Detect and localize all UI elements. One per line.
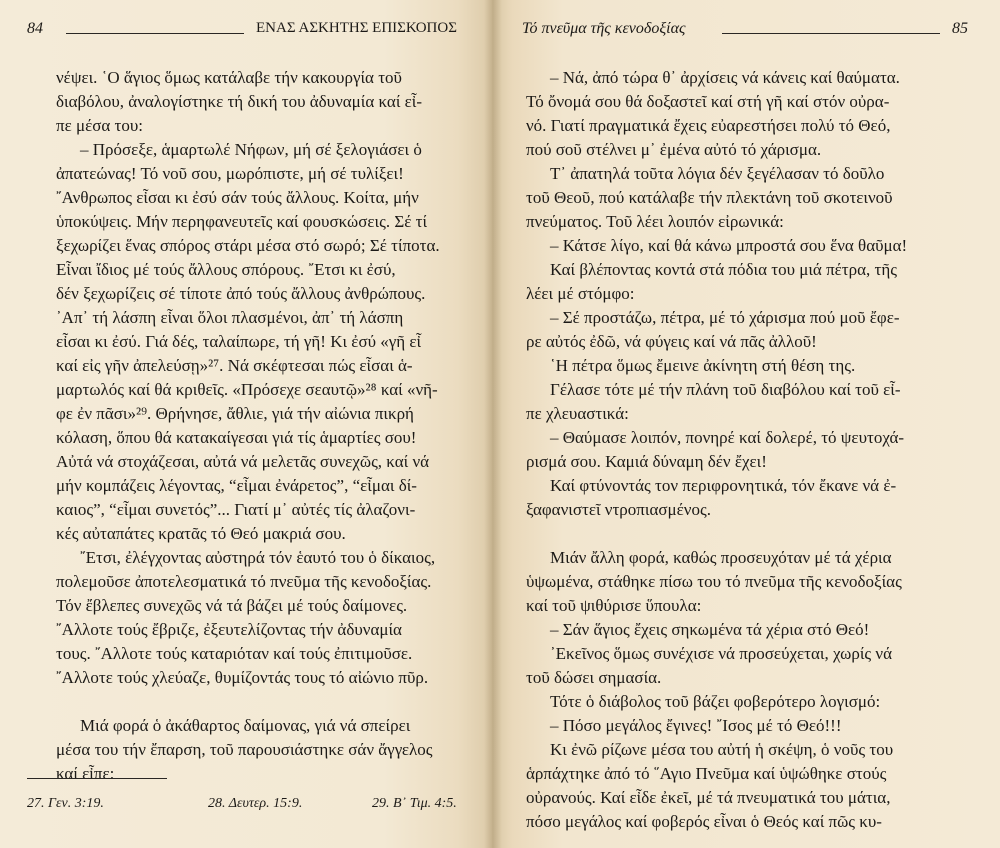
left-running-head: ΕΝΑΣ ΑΣΚΗΤΗΣ ΕΠΙΣΚΟΠΟΣ — [256, 20, 457, 36]
right-text-line: ρε αὐτός ἐδῶ, νά φύγεις καί νά πᾶς ἀλλοῦ! — [526, 332, 817, 351]
right-text-line: – Θαύμασε λοιπόν, πονηρέ καί δολερέ, τό ψευτοχά- — [550, 428, 905, 447]
right-page-number: 85 — [952, 20, 968, 37]
right-text-line: καί τοῦ ψιθύρισε ὕπουλα: — [526, 596, 702, 615]
footnote-28: 28. Δευτερ. 15:9. — [208, 796, 303, 811]
right-text-line: ἁρπάχτηκε ἀπό τό ῞Αγιο Πνεῦμα καί ὑψώθηκε στούς — [526, 764, 887, 783]
right-text-line: πόσο μεγάλος καί φοβερός εἶναι ὁ Θεός καί πῶς κυ- — [526, 812, 882, 831]
left-text-line: κές αὐταπάτες κρατᾶς τό Θεό μακριά σου. — [56, 524, 346, 543]
left-text-line: ὑποκύψεις. Μήν περηφανευτεῖς καί φουσκώσεις. Σέ τί — [56, 212, 428, 231]
left-text-line: νέψει. ῾Ο ἅγιος ὅμως κατάλαβε τήν κακουργία τοῦ — [56, 68, 402, 87]
right-page-text — [526, 66, 907, 834]
right-text-line: Καί βλέποντας κοντά στά πόδια του μιά πέτρα, τῆς — [550, 260, 897, 279]
left-text-line: ἀπατεώνας! Τό νοῦ σου, μωρόπιστε, μή σέ τυλίξει! — [56, 164, 404, 183]
right-text-line: ὑψωμένα, στάθηκε πίσω του τό πνεῦμα τῆς κενοδοξίας — [526, 572, 902, 591]
left-text-line: διαβόλου, ἀναλογίστηκε τή δική του ἀδυναμία καί εἶ- — [56, 92, 423, 111]
left-text-line: πολεμοῦσε ἀποτελεσματικά τό πνεῦμα τῆς κενοδοξίας. — [56, 572, 432, 591]
right-text-line: Γέλασε τότε μέ τήν πλάνη τοῦ διαβόλου καί τοῦ εἶ- — [550, 380, 901, 399]
right-text-line: – Πόσο μεγάλος ἔγινες! ῎Ισος μέ τό Θεό!!! — [550, 716, 842, 735]
left-text-line: Αὐτά νά στοχάζεσαι, αὐτά νά μελετᾶς συνεχῶς, καί νά — [56, 452, 430, 471]
right-text-line: νό. Γιατί πραγματικά ἔχεις εὐαρεστήσει πολύ τό Θεό, — [526, 116, 891, 135]
left-header-rule — [66, 33, 244, 34]
right-header-rule — [722, 33, 940, 34]
left-text-line: καί εἰς γῆν ἀπελεύσῃ»²⁷. Νά σκέφτεσαι πώς εἶσαι ἁ- — [56, 356, 413, 375]
left-page-number: 84 — [27, 20, 43, 37]
right-text-line: Τ᾿ ἀπατηλά τοῦτα λόγια δέν ξεγέλασαν τό δοῦλο — [550, 164, 885, 183]
right-text-line: ξαφανιστεῖ ντροπιασμένος. — [526, 500, 711, 519]
left-page-text — [56, 66, 440, 786]
left-text-line: μέσα του τήν ἔπαρση, τοῦ παρουσιάστηκε σάν ἄγγελος — [56, 740, 433, 759]
right-text-line: τοῦ δώσει σημασία. — [526, 668, 662, 687]
left-text-line: πε μέσα του: — [56, 116, 144, 135]
left-text-line: εἶσαι κι ἐσύ. Γιά δές, ταλαίπωρε, τή γῆ! Κι ἐσύ «γῆ εἶ — [56, 332, 422, 351]
left-text-line: ῎Αλλοτε τούς ἔβριζε, ἐξευτελίζοντας τήν ἀδυναμία — [56, 620, 402, 639]
right-running-head: Τό πνεῦμα τῆς κενοδοξίας — [522, 20, 686, 37]
left-text-line: ξεχωρίζει ἕνας σπόρος στάρι μέσα στό σωρό; Σέ τίποτα. — [56, 236, 440, 255]
right-text-line: λέει μέ στόμφο: — [526, 284, 635, 303]
left-text-line: – Πρόσεξε, ἁμαρτωλέ Νήφων, μή σέ ξελογιάσει ὁ — [80, 140, 422, 159]
left-text-line: ῎Ανθρωπος εἶσαι κι ἐσύ σάν τούς ἄλλους. Κοίτα, μήν — [56, 188, 419, 207]
footnote-rule — [27, 778, 167, 779]
right-text-line: – Σάν ἅγιος ἔχεις σηκωμένα τά χέρια στό Θεό! — [550, 620, 870, 639]
footnote-27: 27. Γεν. 3:19. — [27, 796, 104, 811]
right-text-line: – Νά, ἀπό τώρα θ᾿ ἀρχίσεις νά κάνεις καί θαύματα. — [550, 68, 900, 87]
left-text-line: ῎Ετσι, ἐλέγχοντας αὐστηρά τόν ἑαυτό του ὁ δίκαιος, — [80, 548, 436, 567]
left-text-line: κόλαση, ὅπου θά κατακαίγεσαι γιά τίς ἁμαρτίες σου! — [56, 428, 417, 447]
right-text-line: ρισμά σου. Καμιά δύναμη δέν ἔχει! — [526, 452, 767, 471]
left-text-line: ῎Αλλοτε τούς χλεύαζε, θυμίζοντάς τους τό αἰώνιο πῦρ. — [56, 668, 429, 687]
left-text-line: Μιά φορά ὁ ἀκάθαρτος δαίμονας, γιά νά σπείρει — [80, 716, 411, 735]
right-text-line: – Σέ προστάζω, πέτρα, μέ τό χάρισμα πού μοῦ ἔφε- — [550, 308, 900, 327]
left-text-line: μαρτωλός καί θά κριθεῖς. «Πρόσεχε σεαυτῷ»²⁸ καί «νῆ- — [56, 380, 438, 399]
left-text-line: μήν κομπάζεις λέγοντας, “εἶμαι ἐνάρετος”, “εἶμαι δί- — [56, 476, 417, 495]
right-text-line: Καί φτύνοντάς τον περιφρονητικά, τόν ἔκανε νά ἐ- — [550, 476, 897, 495]
right-text-line: – Κάτσε λίγο, καί θά κάνω μπροστά σου ἕνα θαῦμα! — [550, 236, 908, 255]
right-text-line: Μιάν ἄλλη φορά, καθώς προσευχόταν μέ τά χέρια — [550, 548, 892, 567]
right-text-line: πού σοῦ στέλνει μ᾿ ἐμένα αὐτό τό χάρισμα. — [526, 140, 822, 159]
right-text-line: πε χλευαστικά: — [526, 404, 629, 423]
footnote-29: 29. Β᾿ Τιμ. 4:5. — [372, 796, 457, 811]
right-text-line: Τότε ὁ διάβολος τοῦ βάζει φοβερότερο λογισμό: — [550, 692, 881, 711]
left-text-line: τους. ῎Αλλοτε τούς καταριόταν καί τούς ἐπιτιμοῦσε. — [56, 644, 413, 663]
left-page — [0, 0, 492, 848]
left-text-line: Εἶναι ἴδιος μέ τούς ἄλλους σπόρους. ῎Ετσι κι ἐσύ, — [56, 260, 396, 279]
right-text-line: ᾿Εκεῖνος ὅμως συνέχισε νά προσεύχεται, χωρίς νά — [550, 644, 892, 663]
right-text-line: οὐρανούς. Καί εἶδε ἐκεῖ, μέ τά πνευματικά του μάτια, — [526, 788, 891, 807]
right-text-line: Κι ἐνῶ ρίζωνε μέσα του αὐτή ἡ σκέψη, ὁ νοῦς του — [550, 740, 894, 759]
right-text-line: ῾Η πέτρα ὅμως ἔμεινε ἀκίνητη στή θέση της. — [550, 356, 856, 375]
right-text-line: τοῦ Θεοῦ, πού κατάλαβε τήν πλεκτάνη τοῦ σκοτεινοῦ — [526, 188, 893, 207]
left-text-line: Τόν ἔβλεπες συνεχῶς νά τά βάζει μέ τούς δαίμονες. — [56, 596, 408, 615]
left-text-line: ᾿Απ᾿ τή λάσπη εἶναι ὅλοι πλασμένοι, ἀπ᾿ τή λάσπη — [56, 308, 404, 327]
left-text-line: καιος”, “εἶμαι συνετός”... Γιατί μ᾿ αὐτές τίς ἀλαζονι- — [56, 500, 416, 519]
left-text-line: καί εἶπε: — [56, 764, 115, 783]
right-page — [492, 0, 1000, 848]
left-text-line: φε ἐν πᾶσι»²⁹. Θρήνησε, ἄθλιε, γιά τήν αἰώνια πικρή — [56, 404, 414, 423]
right-text-line: Τό ὄνομά σου θά δοξαστεῖ καί στή γῆ καί στόν οὐρα- — [526, 92, 890, 111]
right-text-line: πνεύματος. Τοῦ λέει λοιπόν εἰρωνικά: — [526, 212, 784, 231]
left-text-line: δέν ξεχωρίζεις σέ τίποτε ἀπό τούς ἄλλους ἀνθρώπους. — [56, 284, 426, 303]
